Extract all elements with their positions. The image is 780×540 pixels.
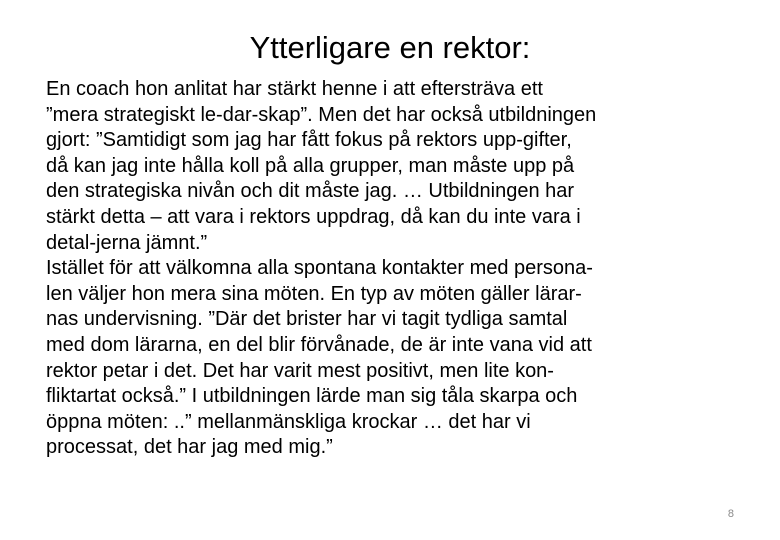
page-number: 8 [727, 508, 734, 520]
slide-title: Ytterligare en rektor: [249, 30, 531, 65]
paragraph-1: En coach hon anlitat har stärkt henne i att eftersträva ett ”mera strategiskt le-dar-skap”. Men det har också utbildningen gjort: ”Samtidigt som jag har fått fokus på rektors upp-gifter, då kan jag inte hålla koll på alla grupper, man måste upp på den strategiska nivån och dit måste jag. … Utbildningen har stärkt detta – att vara i rektors uppdrag, då kan du inte vara i detal-jerna jämnt.” [46, 78, 597, 254]
paragraph-2: Istället för att välkomna alla spontana kontakter med persona- len väljer hon mera sina möten. En typ av möten gäller lärar- nas undervisning. ”Där det brister har vi tagit tydliga samtal med dom lärarna, en del blir förvånade, de är inte vana vid att rektor petar i det. Det har varit mest positivt, men lite kon- fliktartat också.” I utbildningen lärde man sig tåla skarpa och öppna möten: ..” mellanmänskliga krockar … det har vi processat, det har jag med mig.” [46, 257, 593, 459]
slide-body [46, 77, 746, 461]
